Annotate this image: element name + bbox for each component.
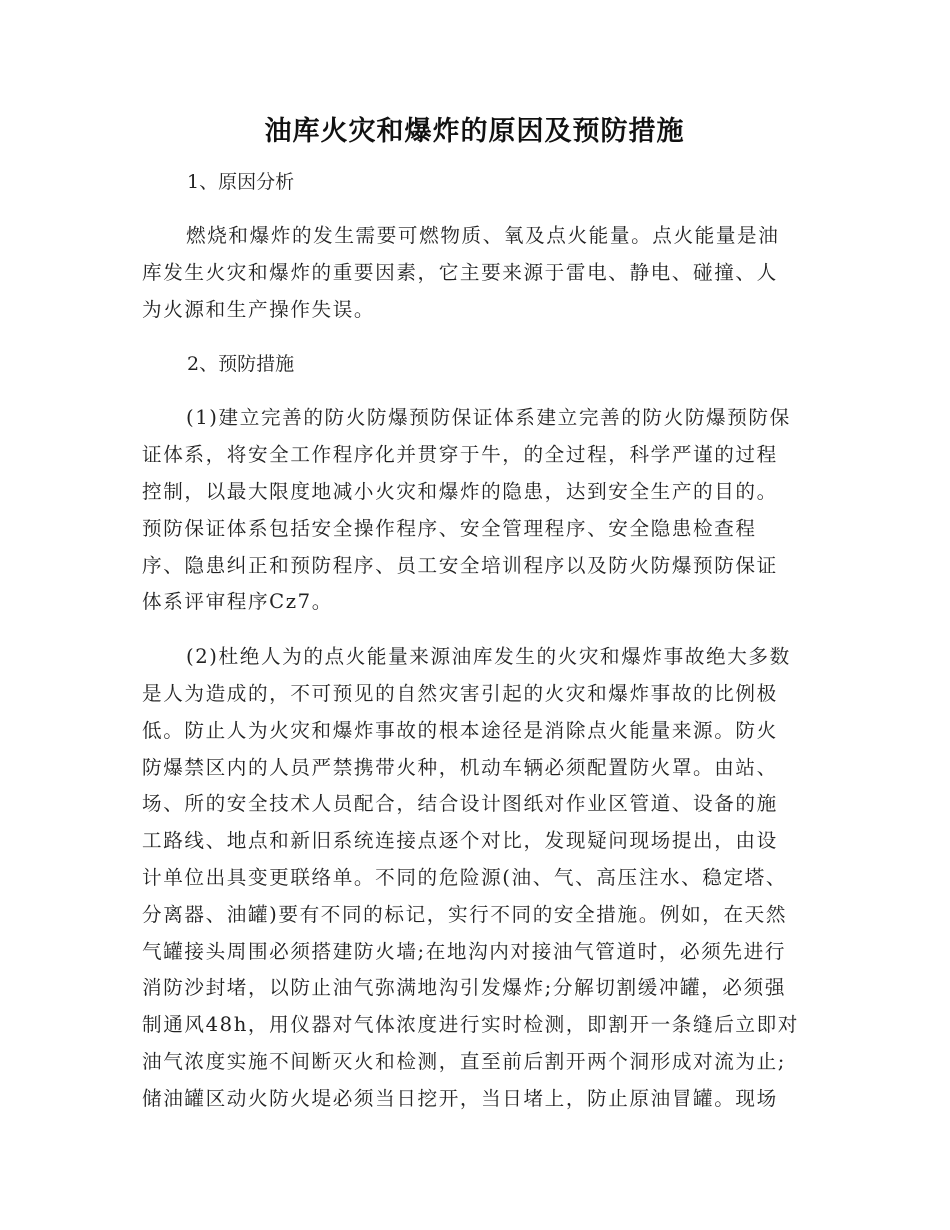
text-line: 体系评审程序Cz7。: [142, 590, 333, 614]
section-heading-prevention-measures: 2、预防措施: [187, 353, 295, 376]
text-line: (1)建立完善的防火防爆预防保证体系建立完善的防火防爆预防保: [186, 406, 791, 430]
text-line: 证体系，将安全工作程序化并贯穿于牛，的全过程，科学严谨的过程: [142, 443, 778, 467]
paragraph-prevention-2: [142, 639, 807, 1117]
text-line: 库发生火灾和爆炸的重要因素，它主要来源于雷电、静电、碰撞、人: [142, 260, 778, 284]
text-line: 燃烧和爆炸的发生需要可燃物质、氧及点火能量。点火能量是油: [186, 224, 780, 247]
paragraph-cause-analysis: [142, 218, 807, 328]
paragraph-prevention-1: [142, 400, 807, 621]
text-line: 制通风48h，用仪器对气体浓度进行实时检测，即割开一条缝后立即对: [142, 1013, 799, 1037]
text-line: 防爆禁区内的人员严禁携带火种，机动车辆必须配置防火罩。由站、: [142, 755, 778, 779]
text-line: 气罐接头周围必须搭建防火墙;在地沟内对接油气管道时，必须先进行: [142, 939, 787, 963]
text-line: 预防保证体系包括安全操作程序、安全管理程序、安全隐患检查程: [142, 516, 757, 540]
text-line: 是人为造成的，不可预见的自然灾害引起的火灾和爆炸事故的比例极: [142, 681, 778, 705]
text-line: 工路线、地点和新旧系统连接点逐个对比，发现疑问现场提出，由设: [142, 829, 778, 853]
text-line: 场、所的安全技术人员配合，结合设计图纸对作业区管道、设备的施: [142, 792, 778, 816]
text-line: 储油罐区动火防火堤必须当日挖开，当日堵上，防止原油冒罐。现场: [142, 1086, 778, 1110]
text-line: 分离器、油罐)要有不同的标记，实行不同的安全措施。例如，在天然: [142, 902, 788, 926]
text-line: 序、隐患纠正和预防程序、员工安全培训程序以及防火防爆预防保证: [142, 553, 778, 577]
section-heading-cause-analysis: 1、原因分析: [187, 171, 295, 193]
text-line: 计单位出具变更联络单。不同的危险源(油、气、高压注水、稳定塔、: [142, 865, 788, 889]
text-line: (2)杜绝人为的点火能量来源油库发生的火灾和爆炸事故绝大多数: [186, 645, 791, 669]
text-line: 消防沙封堵，以防止油气弥满地沟引发爆炸;分解切割缓冲罐，必须强: [142, 976, 787, 1000]
text-line: 为火源和生产操作失误。: [142, 297, 376, 321]
text-line: 控制，以最大限度地减小火灾和爆炸的隐患，达到安全生产的目的。: [142, 479, 778, 503]
text-line: 低。防止人为火灾和爆炸事故的根本途径是消除点火能量来源。防火: [142, 718, 778, 742]
document-page: [142, 112, 807, 1136]
document-title: 油库火灾和爆炸的原因及预防措施: [264, 116, 685, 147]
text-line: 油气浓度实施不间断灭火和检测，直至前后割开两个洞形成对流为止;: [142, 1049, 787, 1073]
